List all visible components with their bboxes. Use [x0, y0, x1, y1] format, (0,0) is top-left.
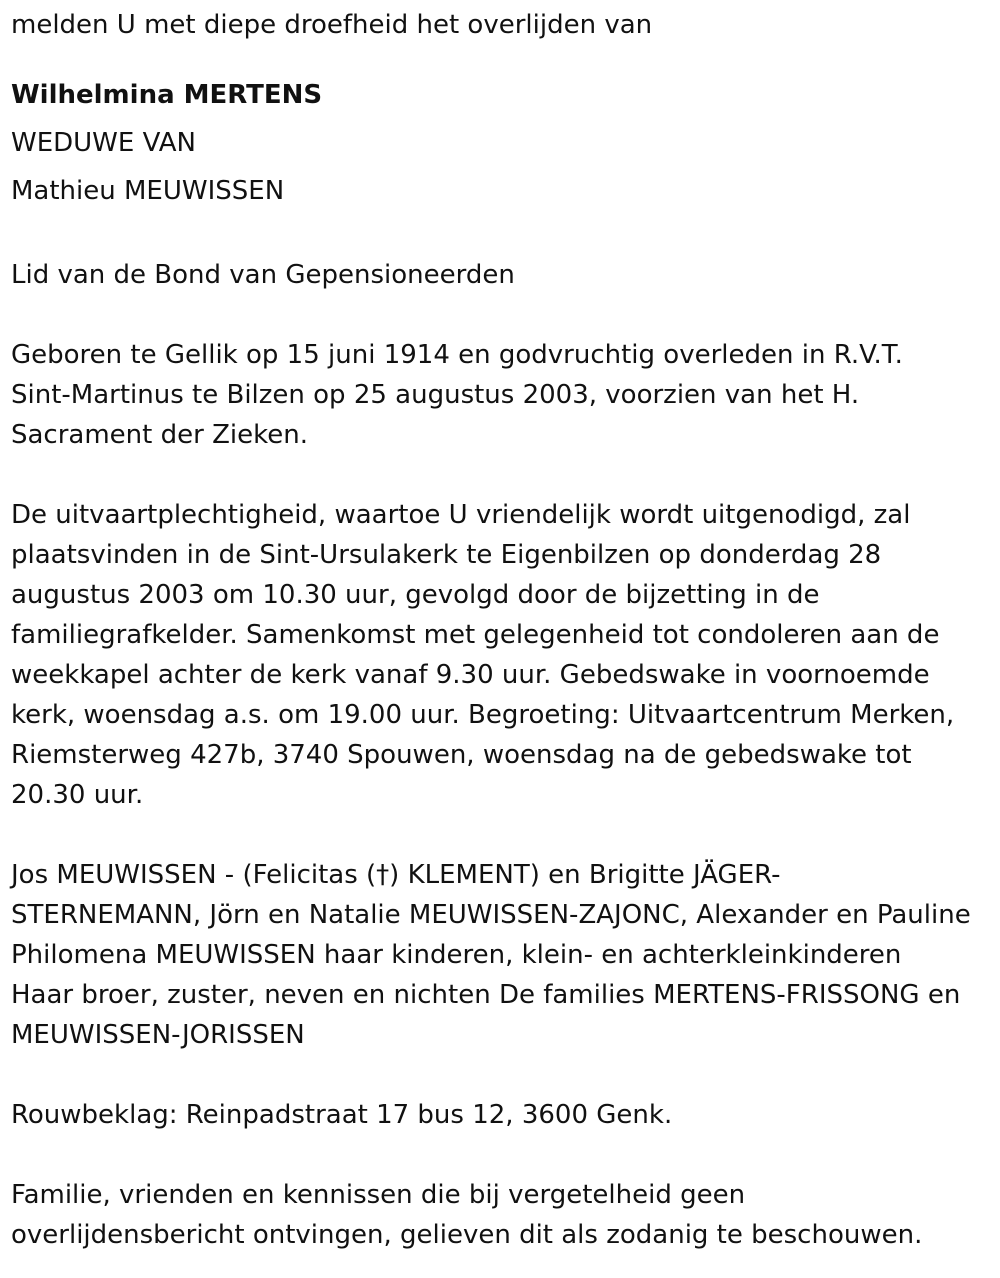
membership-text: Lid van de Bond van Gepensioneerden	[11, 260, 515, 290]
paragraph-line: MEUWISSEN-JORISSEN	[11, 1020, 305, 1050]
paragraph-line: Familie, vrienden en kennissen die bij vergetelheid geen	[11, 1180, 746, 1210]
paragraph-line: plaatsvinden in de Sint-Ursulakerk te Eigenbilzen op donderdag 28	[11, 540, 882, 570]
paragraph-line: Jos MEUWISSEN - (Felicitas (†) KLEMENT) en Brigitte JÄGER-	[11, 860, 781, 890]
spacer	[11, 1135, 990, 1175]
spacer	[11, 455, 990, 495]
paragraph-line: augustus 2003 om 10.30 uur, gevolgd door de bijzetting in de	[11, 580, 820, 610]
paragraph-line: overlijdensbericht ontvingen, gelieven dit als zodanig te beschouwen.	[11, 1220, 923, 1250]
deceased-block	[11, 71, 990, 215]
paragraph-line: Philomena MEUWISSEN haar kinderen, klein- en achterkleinkinderen	[11, 940, 902, 970]
closing-paragraph	[11, 1175, 990, 1255]
funeral-paragraph	[11, 495, 990, 815]
paragraph-line: Sacrament der Zieken.	[11, 420, 308, 450]
paragraph-line: familiegrafkelder. Samenkomst met gelegenheid tot condoleren aan de	[11, 620, 940, 650]
paragraph-line: Geboren te Gellik op 15 juni 1914 en godvruchtig overleden in R.V.T.	[11, 340, 903, 370]
paragraph-line: STERNEMANN, Jörn en Natalie MEUWISSEN-ZAJONC, Alexander en Pauline	[11, 900, 971, 930]
paragraph-line: De uitvaartplechtigheid, waartoe U vriendelijk wordt uitgenodigd, zal	[11, 500, 911, 530]
paragraph-line: Haar broer, zuster, neven en nichten De families MERTENS-FRISSONG en	[11, 980, 961, 1010]
paragraph-line: 20.30 uur.	[11, 780, 144, 810]
condolence-address: Rouwbeklag: Reinpadstraat 17 bus 12, 3600 Genk.	[11, 1100, 673, 1130]
spouse-name: Mathieu MEUWISSEN	[11, 176, 285, 206]
paragraph-line: weekkapel achter de kerk vanaf 9.30 uur. Gebedswake in voornoemde	[11, 660, 930, 690]
spacer	[11, 815, 990, 855]
spacer	[11, 215, 990, 255]
family-paragraph	[11, 855, 990, 1055]
deceased-name: Wilhelmina MERTENS	[11, 80, 323, 110]
birth-death-paragraph	[11, 335, 990, 455]
spacer	[11, 1055, 990, 1095]
spacer	[11, 295, 990, 335]
paragraph-line: Sint-Martinus te Bilzen op 25 augustus 2003, voorzien van het H.	[11, 380, 860, 410]
paragraph-line: kerk, woensdag a.s. om 19.00 uur. Begroeting: Uitvaartcentrum Merken,	[11, 700, 955, 730]
relation-text: WEDUWE VAN	[11, 128, 196, 158]
intro-text: melden U met diepe droefheid het overlijden van	[11, 10, 653, 40]
paragraph-line: Riemsterweg 427b, 3740 Spouwen, woensdag na de gebedswake tot	[11, 740, 912, 770]
